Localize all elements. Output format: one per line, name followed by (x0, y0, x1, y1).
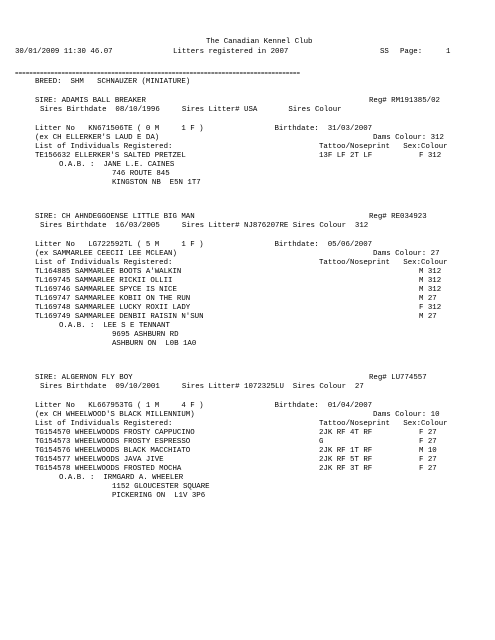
pup-sex-colour: M 312 (419, 268, 442, 276)
dam-colour: Dams Colour: 312 (373, 134, 444, 142)
dam-line: (ex SAMMARLEE CEECII LEE MCLEAN) (35, 250, 177, 258)
dam-line: (ex CH ELLERKER'S LAUD E DA) (35, 134, 160, 142)
report-title: Litters registered in 2007 (173, 48, 289, 56)
pup-reg: TL169745 SAMMARLEE RICKII OLLII (35, 277, 173, 285)
pup-sex-colour: M 312 (419, 286, 442, 294)
oab-address-2: ASHBURN ON L0B 1A0 (112, 340, 197, 348)
sire-birth-line: Sires Birthdate 08/10/1996 Sires Litter# USA Sires Colour (40, 106, 342, 114)
pup-sex-colour: M 312 (419, 277, 442, 285)
oab-address-1: 746 ROUTE 845 (112, 170, 170, 178)
pup-reg: TG154573 WHEELWOODS FROSTY ESPRESSO (35, 438, 191, 446)
sire-reg: Reg# RE034923 (369, 213, 427, 221)
oab-address-1: 9695 ASHBURN RD (112, 331, 179, 339)
pup-reg: TG154578 WHEELWOODS FROSTED MOCHA (35, 465, 182, 473)
oab-owner: O.A.B. : IRMGARD A. WHEELER (59, 474, 184, 482)
oab-owner: O.A.B. : LEE S E TENNANT (59, 322, 170, 330)
pup-tattoo: G (319, 438, 324, 446)
list-columns: Tattoo/Noseprint Sex:Colour (319, 420, 448, 428)
club-name: The Canadian Kennel Club (206, 38, 313, 46)
dam-colour: Dams Colour: 10 (373, 411, 440, 419)
sire-reg: Reg# RM191385/02 (369, 97, 440, 105)
pup-reg: TG154570 WHEELWOODS FROSTY CAPPUCINO (35, 429, 195, 437)
sire-birth-line: Sires Birthdate 09/10/2001 Sires Litter# 1072325LU Sires Colour 27 (40, 383, 364, 391)
pup-sex-colour: F 27 (419, 438, 437, 446)
page-number: 1 (446, 48, 451, 56)
pup-tattoo: 2JK RF 5T RF (319, 456, 373, 464)
oab-address-1: 1152 GLOUCESTER SQUARE (112, 483, 210, 491)
list-columns: Tattoo/Noseprint Sex:Colour (319, 143, 448, 151)
oab-address-2: PICKERING ON L1V 3P6 (112, 492, 206, 500)
pup-tattoo: 13F LF 2T LF (319, 152, 373, 160)
sire-name: SIRE: ALGERNON FLY BOY (35, 374, 133, 382)
page-label: Page: (400, 48, 423, 56)
sire-birth-line: Sires Birthdate 16/03/2005 Sires Litter# NJ876207RE Sires Colour 312 (40, 222, 369, 230)
dam-colour: Dams Colour: 27 (373, 250, 440, 258)
sire-name: SIRE: ADAMIS BALL BREAKER (35, 97, 146, 105)
pup-reg: TL169746 SAMMARLEE SPYCE IS NICE (35, 286, 177, 294)
header-rule: ================================================================================ (15, 70, 301, 77)
pup-tattoo: 2JK RF 3T RF (319, 465, 373, 473)
sire-reg: Reg# LU774557 (369, 374, 427, 382)
pup-reg: TL164885 SAMMARLEE BOOTS A'WALKIN (35, 268, 182, 276)
list-label: List of Individuals Registered: (35, 420, 173, 428)
pup-sex-colour: M 27 (419, 295, 437, 303)
oab-address-2: KINGSTON NB E5N 1T7 (112, 179, 201, 187)
oab-owner: O.A.B. : JANE L.E. CAINES (59, 161, 175, 169)
pup-reg: TG154576 WHEELWOODS BLACK MACCHIATO (35, 447, 191, 455)
list-columns: Tattoo/Noseprint Sex:Colour (319, 259, 448, 267)
litter-line: Litter No LG722592TL ( 5 M 1 F ) Birthdate: 05/06/2007 (35, 241, 373, 249)
pup-reg: TL169749 SAMMARLEE DENBII RAISIN N'SUN (35, 313, 204, 321)
list-label: List of Individuals Registered: (35, 259, 173, 267)
pup-reg: TG154577 WHEELWOODS JAVA JIVE (35, 456, 164, 464)
pup-sex-colour: F 27 (419, 465, 437, 473)
pup-reg: TL169748 SAMMARLEE LUCKY ROXII LADY (35, 304, 191, 312)
pup-sex-colour: F 27 (419, 456, 437, 464)
print-datetime: 30/01/2009 11:30 46.07 (15, 48, 113, 56)
sire-name: SIRE: CH AHNDEGGOENSE LITTLE BIG MAN (35, 213, 195, 221)
ss-label: SS (380, 48, 389, 56)
list-label: List of Individuals Registered: (35, 143, 173, 151)
pup-sex-colour: F 27 (419, 429, 437, 437)
pup-sex-colour: F 312 (419, 152, 442, 160)
litter-line: Litter No KL667953TG ( 1 M 4 F ) Birthdate: 01/04/2007 (35, 402, 373, 410)
pup-sex-colour: F 312 (419, 304, 442, 312)
pup-sex-colour: M 27 (419, 313, 437, 321)
pup-tattoo: 2JK RF 1T RF (319, 447, 373, 455)
litter-line: Litter No KN671506TE ( 0 M 1 F ) Birthdate: 31/03/2007 (35, 125, 373, 133)
pup-reg: TL169747 SAMMARLEE KOBII ON THE RUN (35, 295, 191, 303)
breed-line: BREED: SHM SCHNAUZER (MINIATURE) (35, 78, 191, 86)
pup-reg: TE156632 ELLERKER'S SALTED PRETZEL (35, 152, 186, 160)
pup-tattoo: 2JK RF 4T RF (319, 429, 373, 437)
pup-sex-colour: M 10 (419, 447, 437, 455)
dam-line: (ex CH WHEELWOOD'S BLACK MILLENNIUM) (35, 411, 195, 419)
